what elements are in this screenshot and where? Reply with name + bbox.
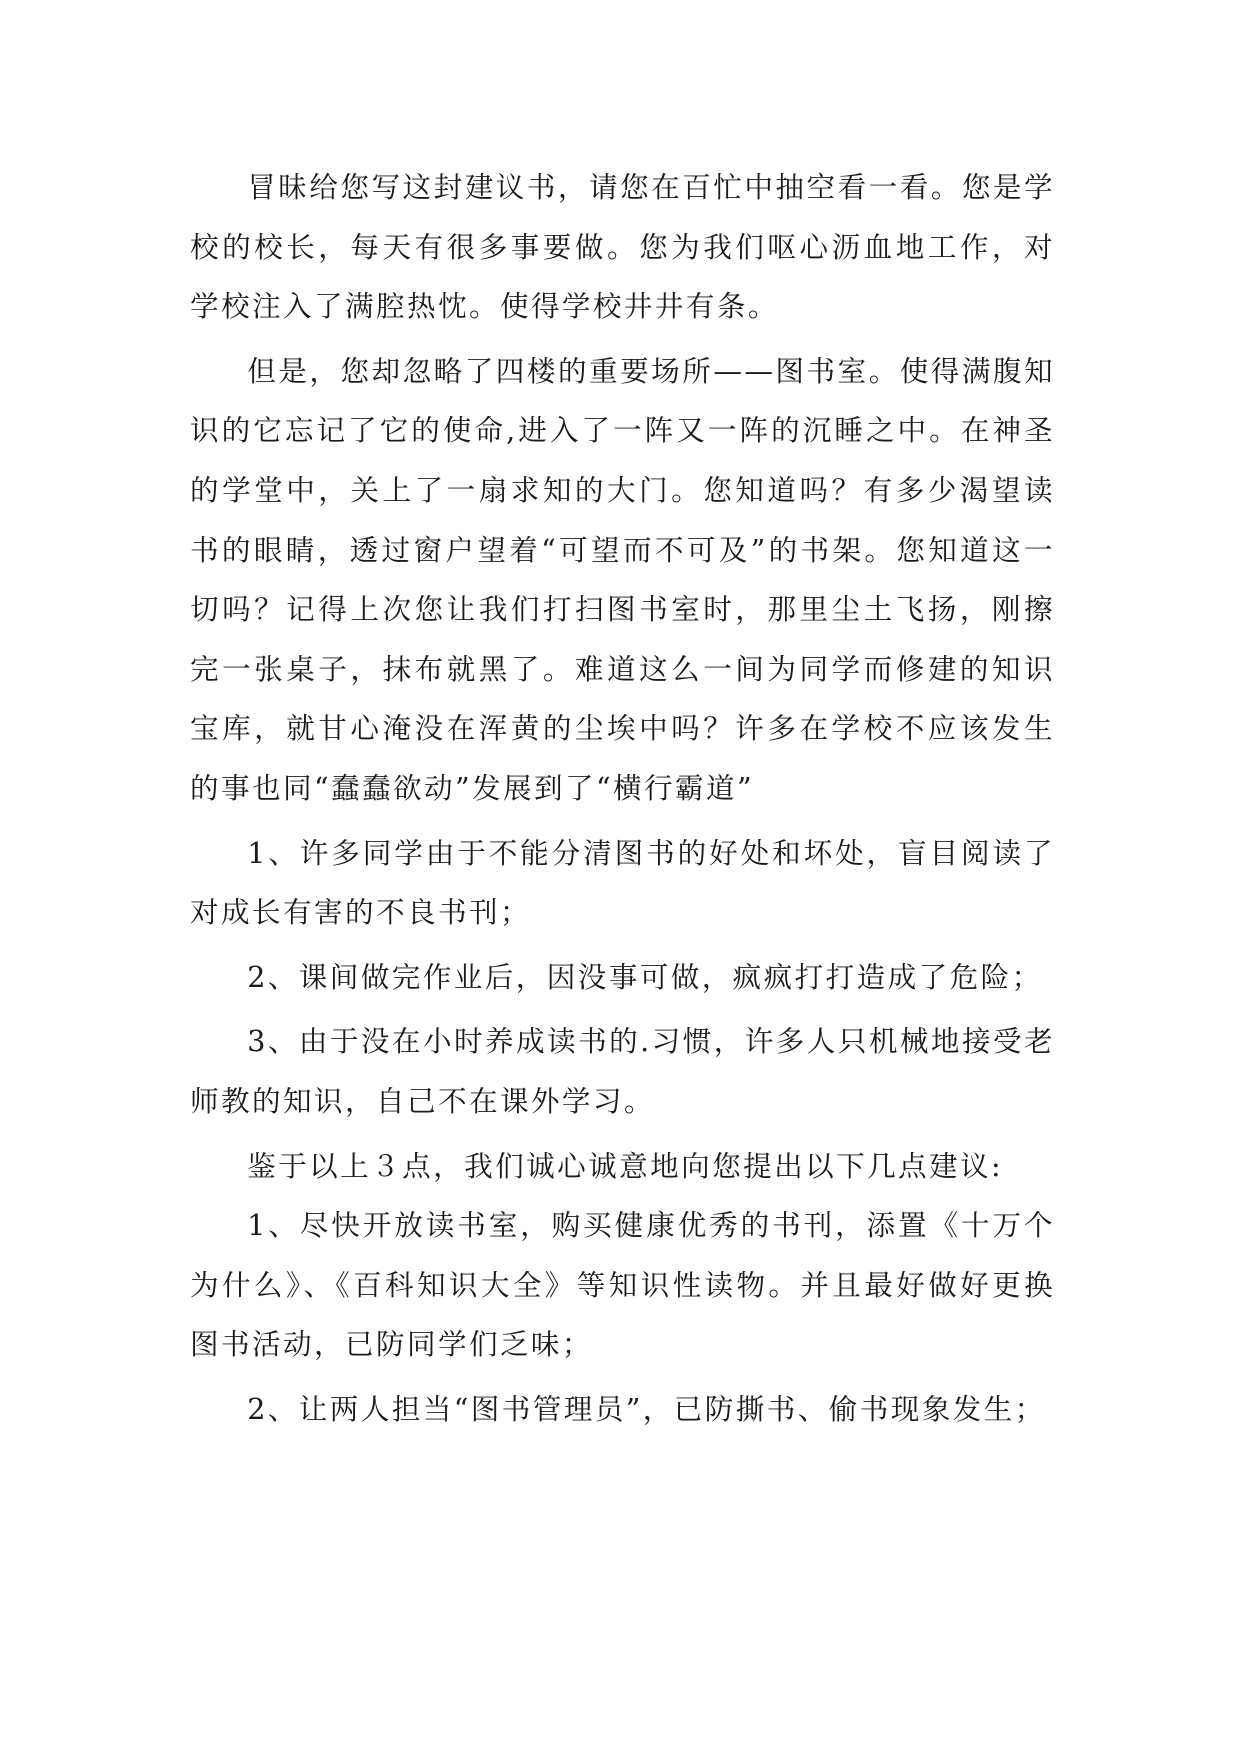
document-body	[190, 158, 1055, 1439]
paragraph-suggestion-1: 1、尽快开放读书室，购买健康优秀的书刊，添置《十万个为什么》、《百科知识大全》等知识性读物。并且最好做好更换图书活动，已防同学们乏味；	[190, 1208, 1055, 1362]
paragraph-intro: 冒昧给您写这封建议书，请您在百忙中抽空看一看。您是学校的校长，每天有很多事要做。您为我们呕心沥血地工作，对学校注入了满腔热忱。使得学校井井有条。	[190, 170, 1055, 324]
paragraph-library-neglect: 但是，您却忽略了四楼的重要场所——图书室。使得满腹知识的它忘记了它的使命,进入了一阵又一阵的沉睡之中。在神圣的学堂中，关上了一扇求知的大门。您知道吗？有多少渴望读书的眼睛，透过窗户望着“可望而不可及”的书架。您知道这一切吗？记得上次您让我们打扫图书室时，那里尘土飞扬，刚擦完一张桌子，抹布就黑了。难道这么一间为同学而修建的知识宝库，就甘心淹没在浑黄的尘埃中吗？许多在学校不应该发生的事也同“蠢蠢欲动”发展到了“横行霸道”	[190, 353, 1055, 805]
paragraph-problem-1: 1、许多同学由于不能分清图书的好处和坏处，盲目阅读了对成长有害的不良书刊；	[190, 835, 1055, 930]
paragraph-problem-2: 2、课间做完作业后，因没事可做，疯疯打打造成了危险；	[247, 959, 1043, 994]
paragraph-suggestion-2: 2、让两人担当“图书管理员”，已防撕书、偷书现象发生；	[247, 1391, 1046, 1426]
paragraph-suggestion-intro: 鉴于以上３点，我们诚心诚意地向您提出以下几点建议:	[247, 1148, 1004, 1183]
paragraph-problem-3: 3、由于没在小时养成读书的.习惯，许多人只机械地接受老师教的知识，自己不在课外学习。	[190, 1024, 1055, 1118]
